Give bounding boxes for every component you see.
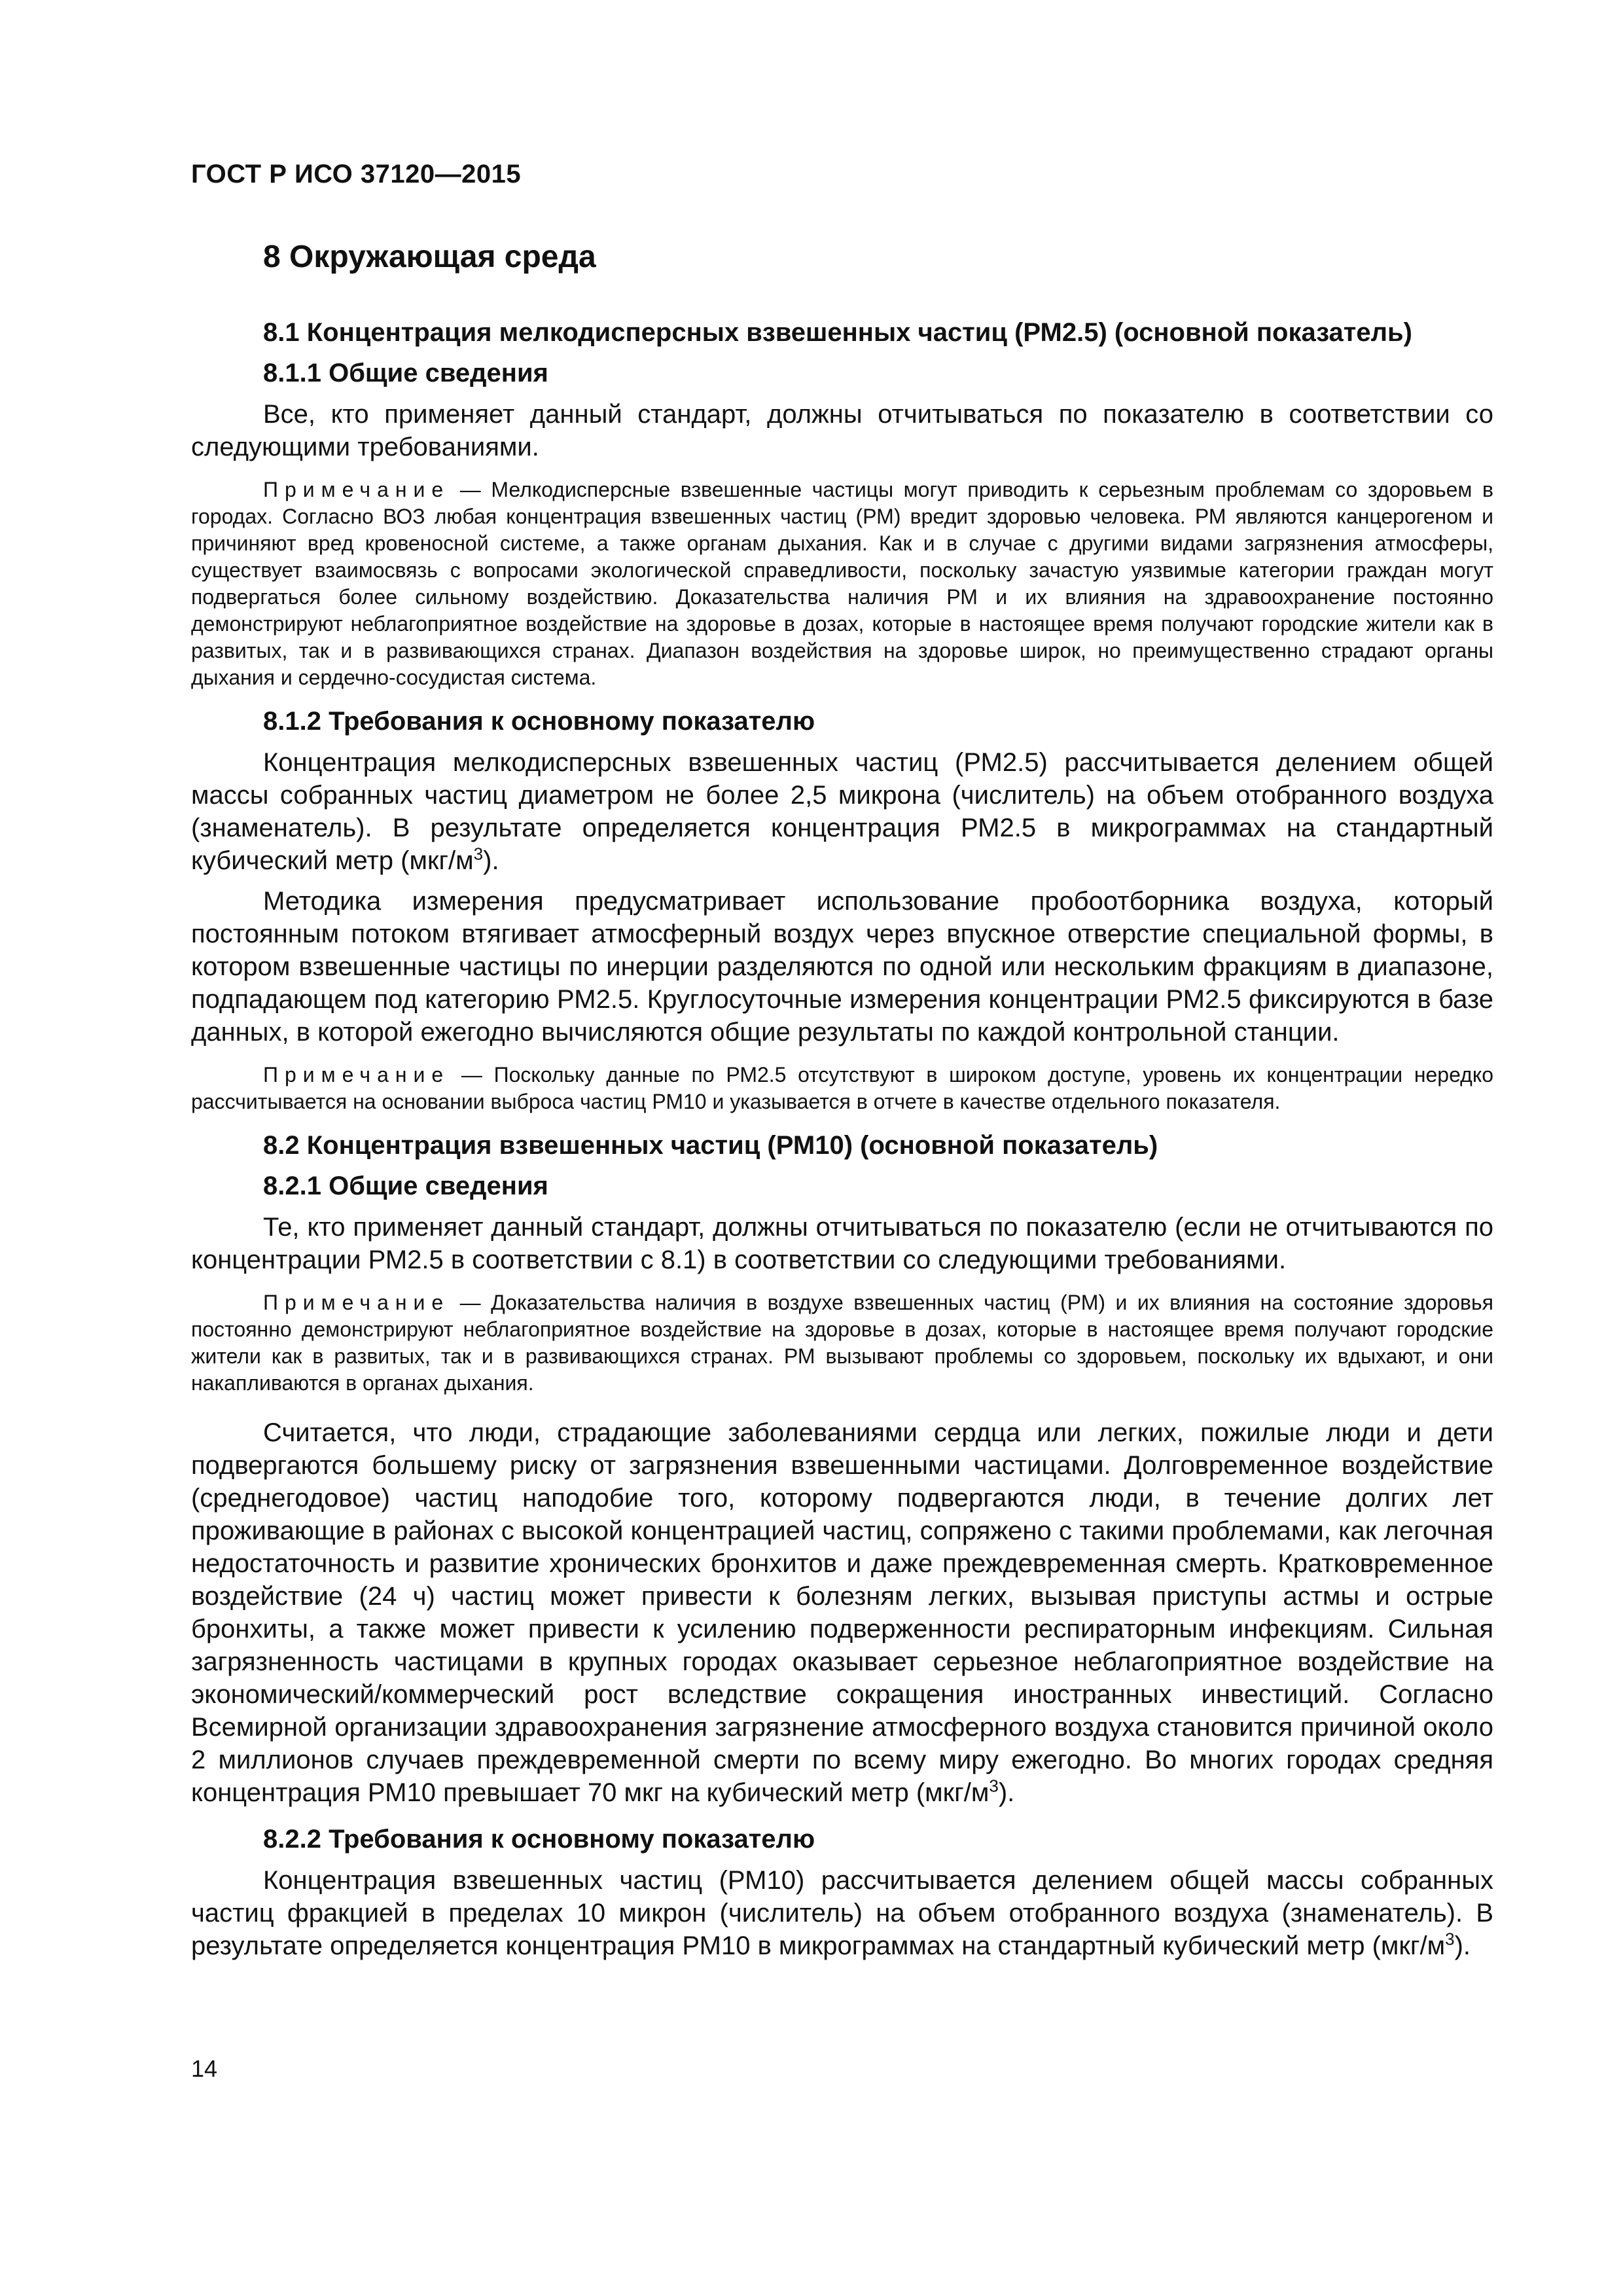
note — [191, 1289, 1493, 1397]
page-number: 14 — [191, 2055, 218, 2082]
note-label: Примечание — [263, 1062, 450, 1086]
subsection-8-2-title: 8.2 Концентрация взвешенных частиц (РМ10) (основной показатель) — [263, 1130, 1158, 1160]
document-id: ГОСТ Р ИСО 37120—2015 — [191, 160, 522, 188]
note — [191, 476, 1493, 691]
note-text: — Поскольку данные по РМ2.5 отсутствуют в широком доступе, уровень их концентрации нередко рассчитывается на основании выброса частиц РМ10 и указывается в отчете в качестве отдельного показателя. — [191, 1062, 1493, 1113]
paragraph: Концентрация взвешенных частиц (РМ10) рассчитывается делением общей массы собранных частиц фракцией в пределах 10 микрон (числитель) на объем отобранного воздуха (знаменатель). В результате определяется концентрация РМ10 в микрограммах на стандартный кубический метр $(мкг/м^3)$. — [191, 1865, 1493, 1960]
paragraph: Все, кто применяет данный стандарт, должны отчитываться по показателю в соответствии со следующими требованиями. — [191, 399, 1493, 461]
subsection-8-1-2-title: 8.1.2 Требования к основному показателю — [263, 706, 815, 736]
note-text: — Доказательства наличия в воздухе взвешенных частиц (РМ) и их влияния на состояние здоровья постоянно демонстрируют неблагоприятное воздействие на здоровье в дозах, которые в настоящее время получают городские жители как в развитых, так и в развивающихся странах. РМ вызывают проблемы со здоровьем, поскольку их вдыхают, и они накапливаются в органах дыхания. — [191, 1290, 1493, 1395]
subsection-8-2-1-title: 8.2.1 Общие сведения — [263, 1171, 548, 1200]
note-text: — Мелкодисперсные взвешенные частицы могут приводить к серьезным проблемам со здоровьем в городах. Согласно ВОЗ любая концентрация взвешенных частиц (РМ) вредит здоровью человека. РМ являются канцерогеном и причиняют вред кровеносной системе, а также органам дыхания. Как и в случае с другими видами загрязнения атмосферы, существует взаимосвязь с вопросами экологической справедливости, поскольку зачастую уязвимые категории граждан могут подвергаться более сильному воздействию. Доказательства наличия РМ и их влияния на здравоохранение постоянно демонстрируют неблагоприятное воздействие на здоровье в дозах, которые в настоящее время получают городские жители как в развитых, так и в развивающихся странах. Диапазон воздействия на здоровье широк, но преимущественно страдают органы дыхания и сердечно-сосудистая система. — [191, 477, 1493, 689]
paragraph: Считается, что люди, страдающие заболеваниями сердца или легких, пожилые люди и дети подвергаются большему риску от загрязнения взвешенными частицами. Долговременное воздействие (среднегодовое) частиц наподобие того, которому подвергаются люди, в течение долгих лет проживающие в районах с высокой концентрацией частиц, сопряжено с такими проблемами, как легочная недостаточность и развитие хронических бронхитов и даже преждевременная смерть. Кратковременное воздействие (24 ч) частиц может привести к болезням легких, вызывая приступы астмы и острые бронхиты, а также может привести к усилению подверженности респираторным инфекциям. Сильная загрязненность частицами в крупных городах оказывает серьезное неблагоприятное воздействие на экономический/коммерческий рост вследствие сокращения иностранных инвестиций. Согласно Всемирной организации здравоохранения загрязнение атмосферного воздуха становится причиной около 2 миллионов случаев преждевременной смерти по всему миру ежегодно. Во многих городах средняя концентрация РМ10 превышает 70 мкг на кубический метр $(мкг/м^3)$. — [191, 1418, 1493, 1807]
paragraph: Концентрация мелкодисперсных взвешенных частиц (РМ2.5) рассчитывается делением общей массы собранных частиц диаметром не более 2,5 микрона (числитель) на объем отобранного воздуха (знаменатель). В результате определяется концентрация РМ2.5 в микрограммах на стандартный кубический метр $(мкг/м^3)$. — [191, 747, 1493, 875]
section-title: 8 Окружающая среда — [263, 240, 596, 274]
note-label: Примечание — [263, 477, 450, 501]
note-label: Примечание — [263, 1290, 450, 1314]
note — [191, 1062, 1493, 1115]
subsection-8-1-title: 8.1 Концентрация мелкодисперсных взвешенных частиц (РМ2.5) (основной показатель) — [263, 317, 1412, 347]
page-content — [191, 223, 1493, 1962]
paragraph: Те, кто применяет данный стандарт, должны отчитываться по показателю (если не отчитываются по концентрации РМ2.5 в соответствии с 8.1) в соответствии со следующими требованиями. — [191, 1212, 1493, 1274]
subsection-8-2-2-title: 8.2.2 Требования к основному показателю — [263, 1824, 815, 1854]
subsection-8-1-1-title: 8.1.1 Общие сведения — [263, 358, 548, 387]
paragraph: Методика измерения предусматривает использование пробоотборника воздуха, который постоянным потоком втягивает атмосферный воздух через впускное отверстие специальной формы, в котором взвешенные частицы по инерции разделяются по одной или нескольким фракциям в диапазоне, подпадающем под категорию РМ2.5. Круглосуточные измерения концентрации РМ2.5 фиксируются в базе данных, в которой ежегодно вычисляются общие результаты по каждой контрольной станции. — [191, 886, 1493, 1047]
